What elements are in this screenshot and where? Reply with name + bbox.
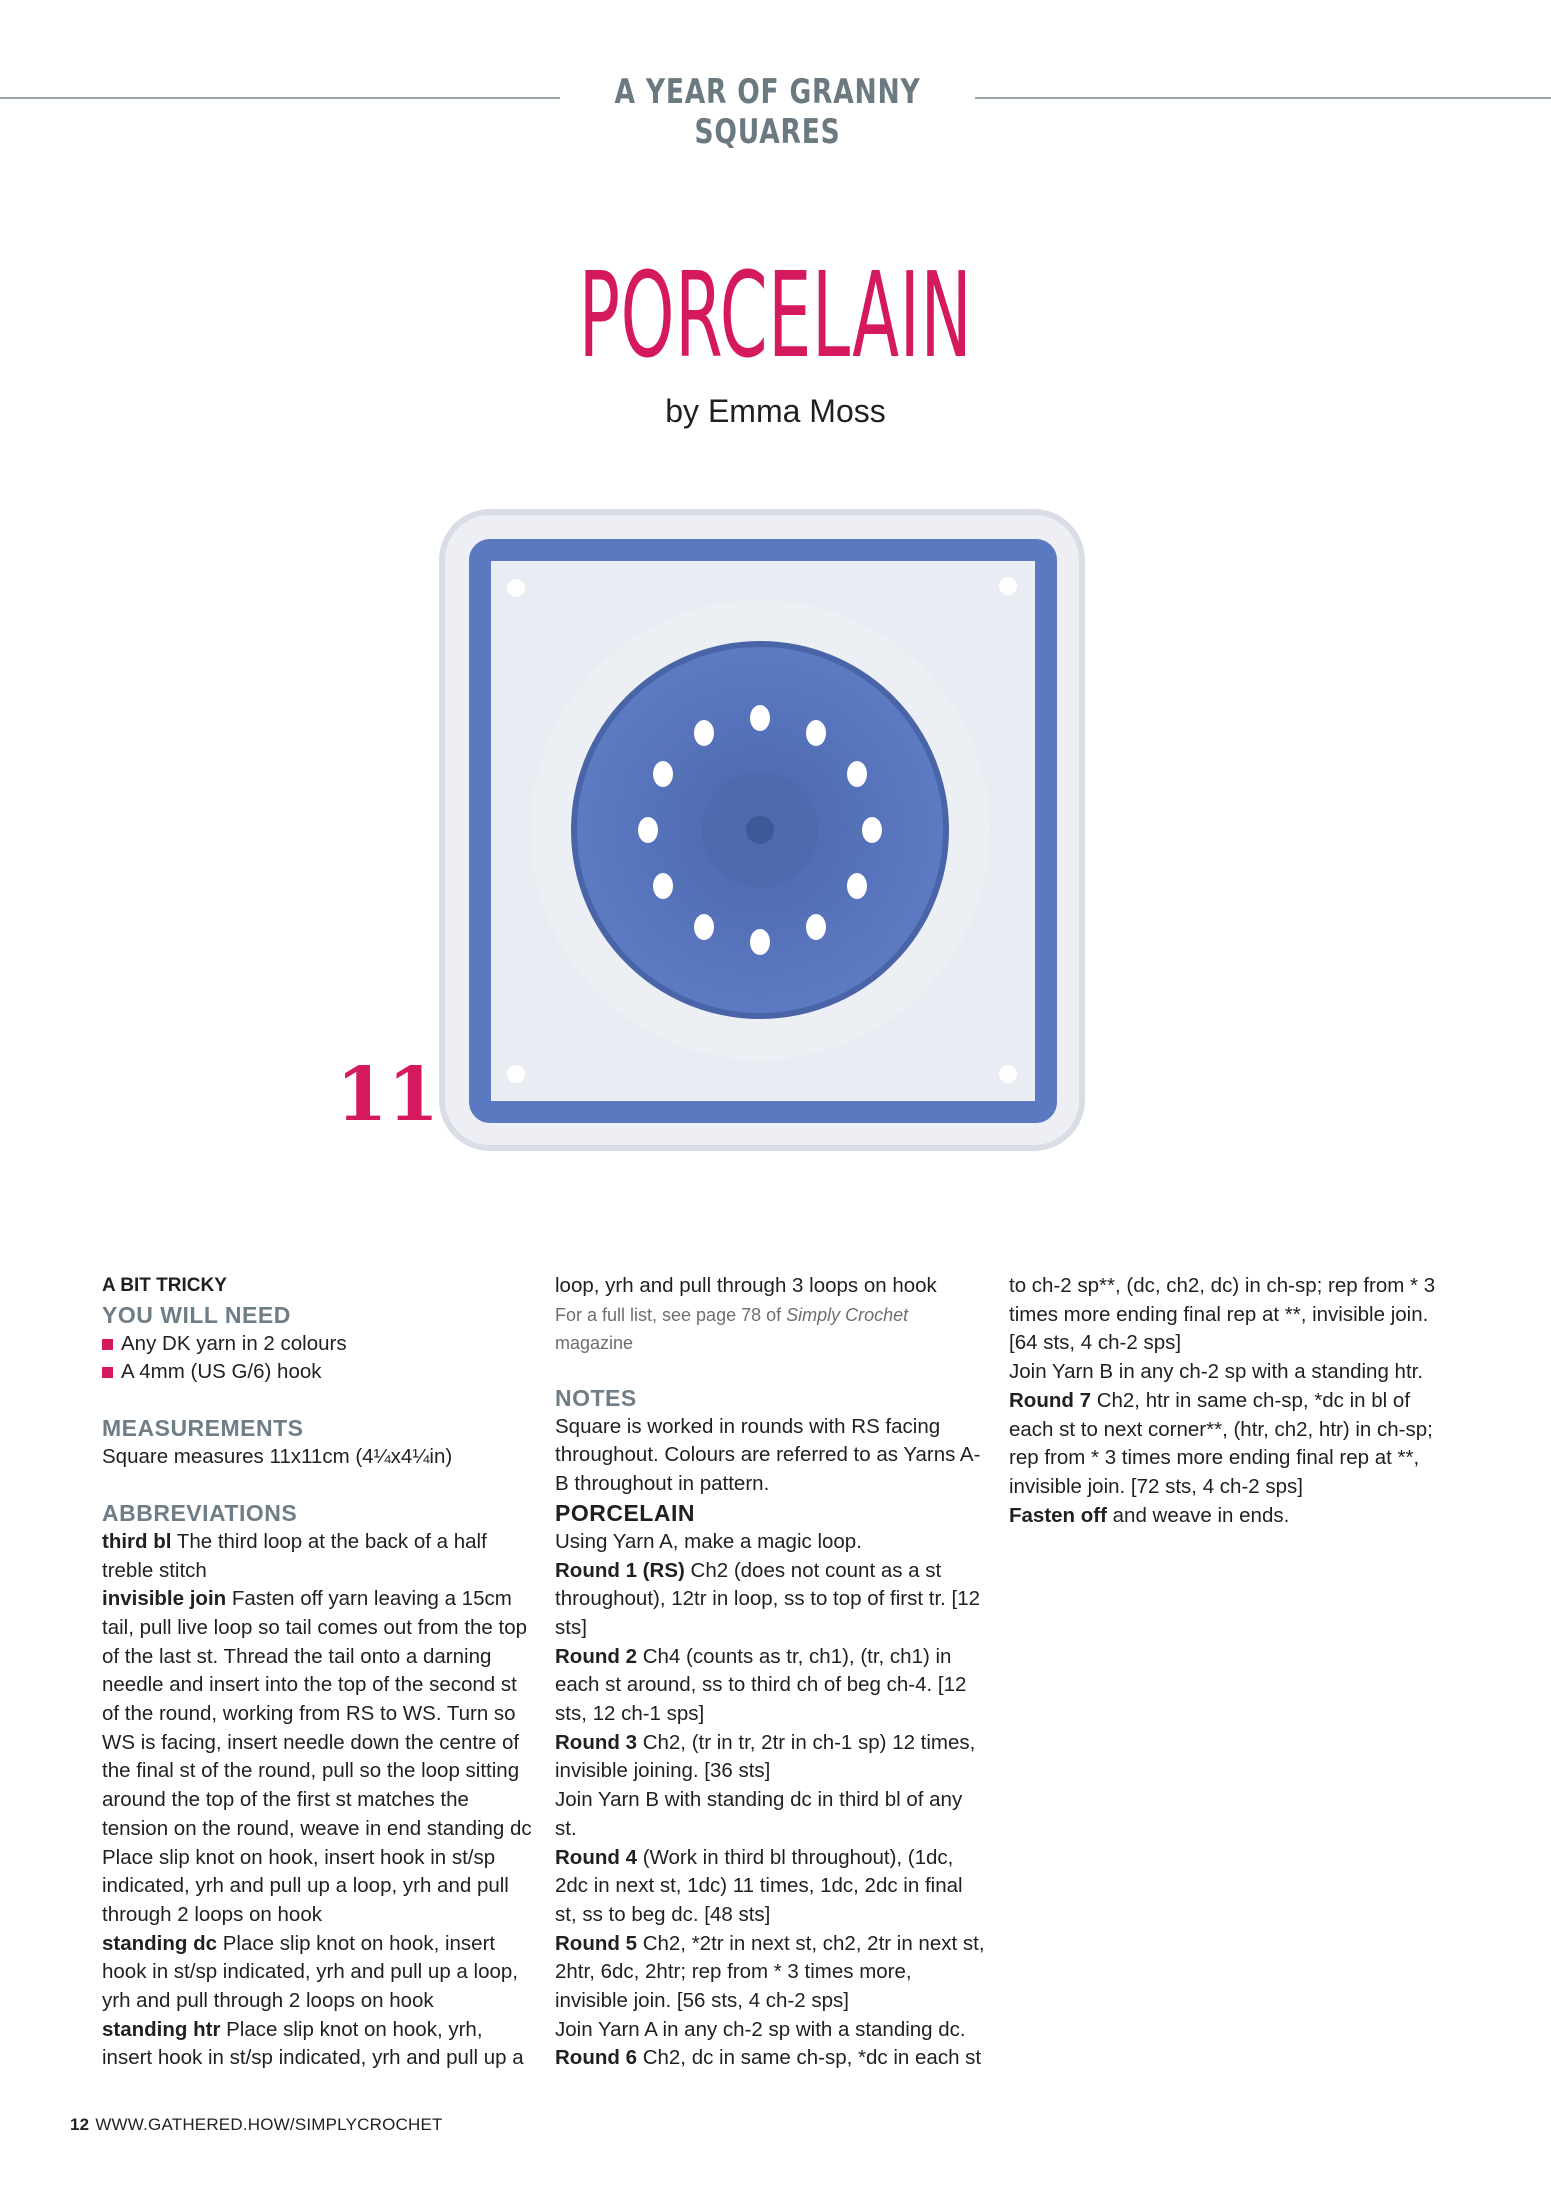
- you-will-need-heading: YOU WILL NEED: [102, 1301, 291, 1328]
- pattern-line: Round 6 Ch2, dc in same ch-sp, *dc in each st: [555, 2046, 982, 2070]
- page-footer: [70, 2115, 443, 2135]
- header-rule-right: [975, 97, 1551, 99]
- list-item: Any DK yarn in 2 colours: [102, 1330, 532, 1359]
- page-number: 12: [70, 2115, 90, 2134]
- byline: by Emma Moss: [665, 393, 886, 429]
- abbreviation-term: standing htr: [102, 2017, 221, 2041]
- header-rule-left: [0, 97, 560, 99]
- granny-square-photo: [420, 500, 1100, 1160]
- pattern-line: Round 3 Ch2, (tr in tr, 2tr in ch-1 sp) 12 times, invisible joining. [36 sts]: [555, 1730, 976, 1783]
- measurements-heading: MEASUREMENTS: [102, 1415, 304, 1442]
- pattern-line: Round 1 (RS) Ch2 (does not count as a st throughout), 12tr in loop, ss to top of first tr. [12 sts]: [555, 1558, 981, 1639]
- pattern-line: Round 7 Ch2, htr in same ch-sp, *dc in bl of each st to next corner**, (htr, ch2, htr) in ch-sp; rep from * 3 times more ending final rep at **, invisible join. [72 sts, 4 ch-2 sps]: [1009, 1388, 1433, 1498]
- footer-url: WWW.GATHERED.HOW/SIMPLYCROCHET: [95, 2115, 443, 2134]
- abbreviation-entry: standing dc Place slip knot on hook, insert hook in st/sp indicated, yrh and pull up a loop, yrh and pull through 2 loops on hook: [102, 1931, 518, 2013]
- notes-heading: NOTES: [555, 1384, 637, 1411]
- pattern-line: Round 4 (Work in third bl throughout), (1dc, 2dc in next st, 1dc) 11 times, 1dc, 2dc in final st, ss to beg dc. [48 sts]: [555, 1845, 963, 1926]
- pattern-line: Join Yarn B with standing dc in third bl of any st.: [555, 1788, 963, 1840]
- measurements-text: Square measures 11x11cm (4¼x4¼in): [102, 1445, 453, 1469]
- list-item: A 4mm (US G/6) hook: [102, 1358, 532, 1387]
- pattern-line: Fasten off and weave in ends.: [1009, 1503, 1290, 1527]
- abbreviation-entry: third bl The third loop at the back of a half treble stitch: [102, 1529, 487, 1582]
- abbreviations-heading: ABBREVIATIONS: [102, 1499, 298, 1526]
- notes-text: Square is worked in rounds with RS facing throughout. Colours are referred to as Yarns A-B throughout in pattern.: [555, 1414, 981, 1496]
- square-number: 11: [336, 1052, 439, 1138]
- abbreviation-entry: invisible join Fasten off yarn leaving a 15cm tail, pull live loop so tail comes out from the top of the last st. Thread the tail onto a darning needle and insert into the top of the second st of the round, working from RS to WS. Turn so WS is facing, insert needle down the centre of the final st of the round, pull so the loop sitting around the top of the first st matches the tension on the round, weave in end standing dc Place slip knot on hook, insert hook in st/sp indicated, yrh and pull up a loop, yrh and pull through 2 loops on hook: [102, 1587, 532, 1926]
- running-title: A YEAR OF GRANNY SQUARES: [614, 72, 921, 152]
- abbreviation-term: standing dc: [102, 1931, 218, 1955]
- pattern-line: Join Yarn A in any ch-2 sp with a standing dc.: [555, 2017, 966, 2041]
- column-2: [555, 1272, 985, 2073]
- bullet-square-icon: [102, 1367, 113, 1378]
- pattern-line: to ch-2 sp**, (dc, ch2, dc) in ch-sp; rep from * 3 times more ending final rep at **, invisible join. [64 sts, 4 ch-2 sps]: [1009, 1274, 1436, 1355]
- pattern-line: Round 2 Ch4 (counts as tr, ch1), (tr, ch1) in each st around, ss to third ch of beg ch-4. [12 sts, 12 ch-1 sps]: [555, 1644, 967, 1726]
- column-1: [102, 1272, 532, 2073]
- reference-note: For a full list, see page 78 of Simply Crochet magazine: [555, 1304, 909, 1353]
- continued-text: loop, yrh and pull through 3 loops on hook: [555, 1274, 937, 1297]
- difficulty-label: A BIT TRICKY: [102, 1275, 227, 1296]
- abbreviation-entry: standing htr Place slip knot on hook, yrh, insert hook in st/sp indicated, yrh and pull up a: [102, 2017, 524, 2070]
- pattern-line: Using Yarn A, make a magic loop.: [555, 1529, 862, 1553]
- pattern-line: Join Yarn B in any ch-2 sp with a standing htr.: [1009, 1360, 1424, 1384]
- abbreviation-term: invisible join: [102, 1587, 227, 1611]
- pattern-heading: PORCELAIN: [555, 1499, 695, 1526]
- column-3: [1009, 1272, 1439, 1530]
- bullet-square-icon: [102, 1339, 113, 1350]
- pattern-line: Round 5 Ch2, *2tr in next st, ch2, 2tr in next st, 2htr, 6dc, 2htr; rep from * 3 times more, invisible join. [56 sts, 4 ch-2 sps]: [555, 1931, 985, 2013]
- pattern-title: PORCELAIN: [578, 246, 973, 384]
- abbreviation-term: third bl: [102, 1529, 172, 1553]
